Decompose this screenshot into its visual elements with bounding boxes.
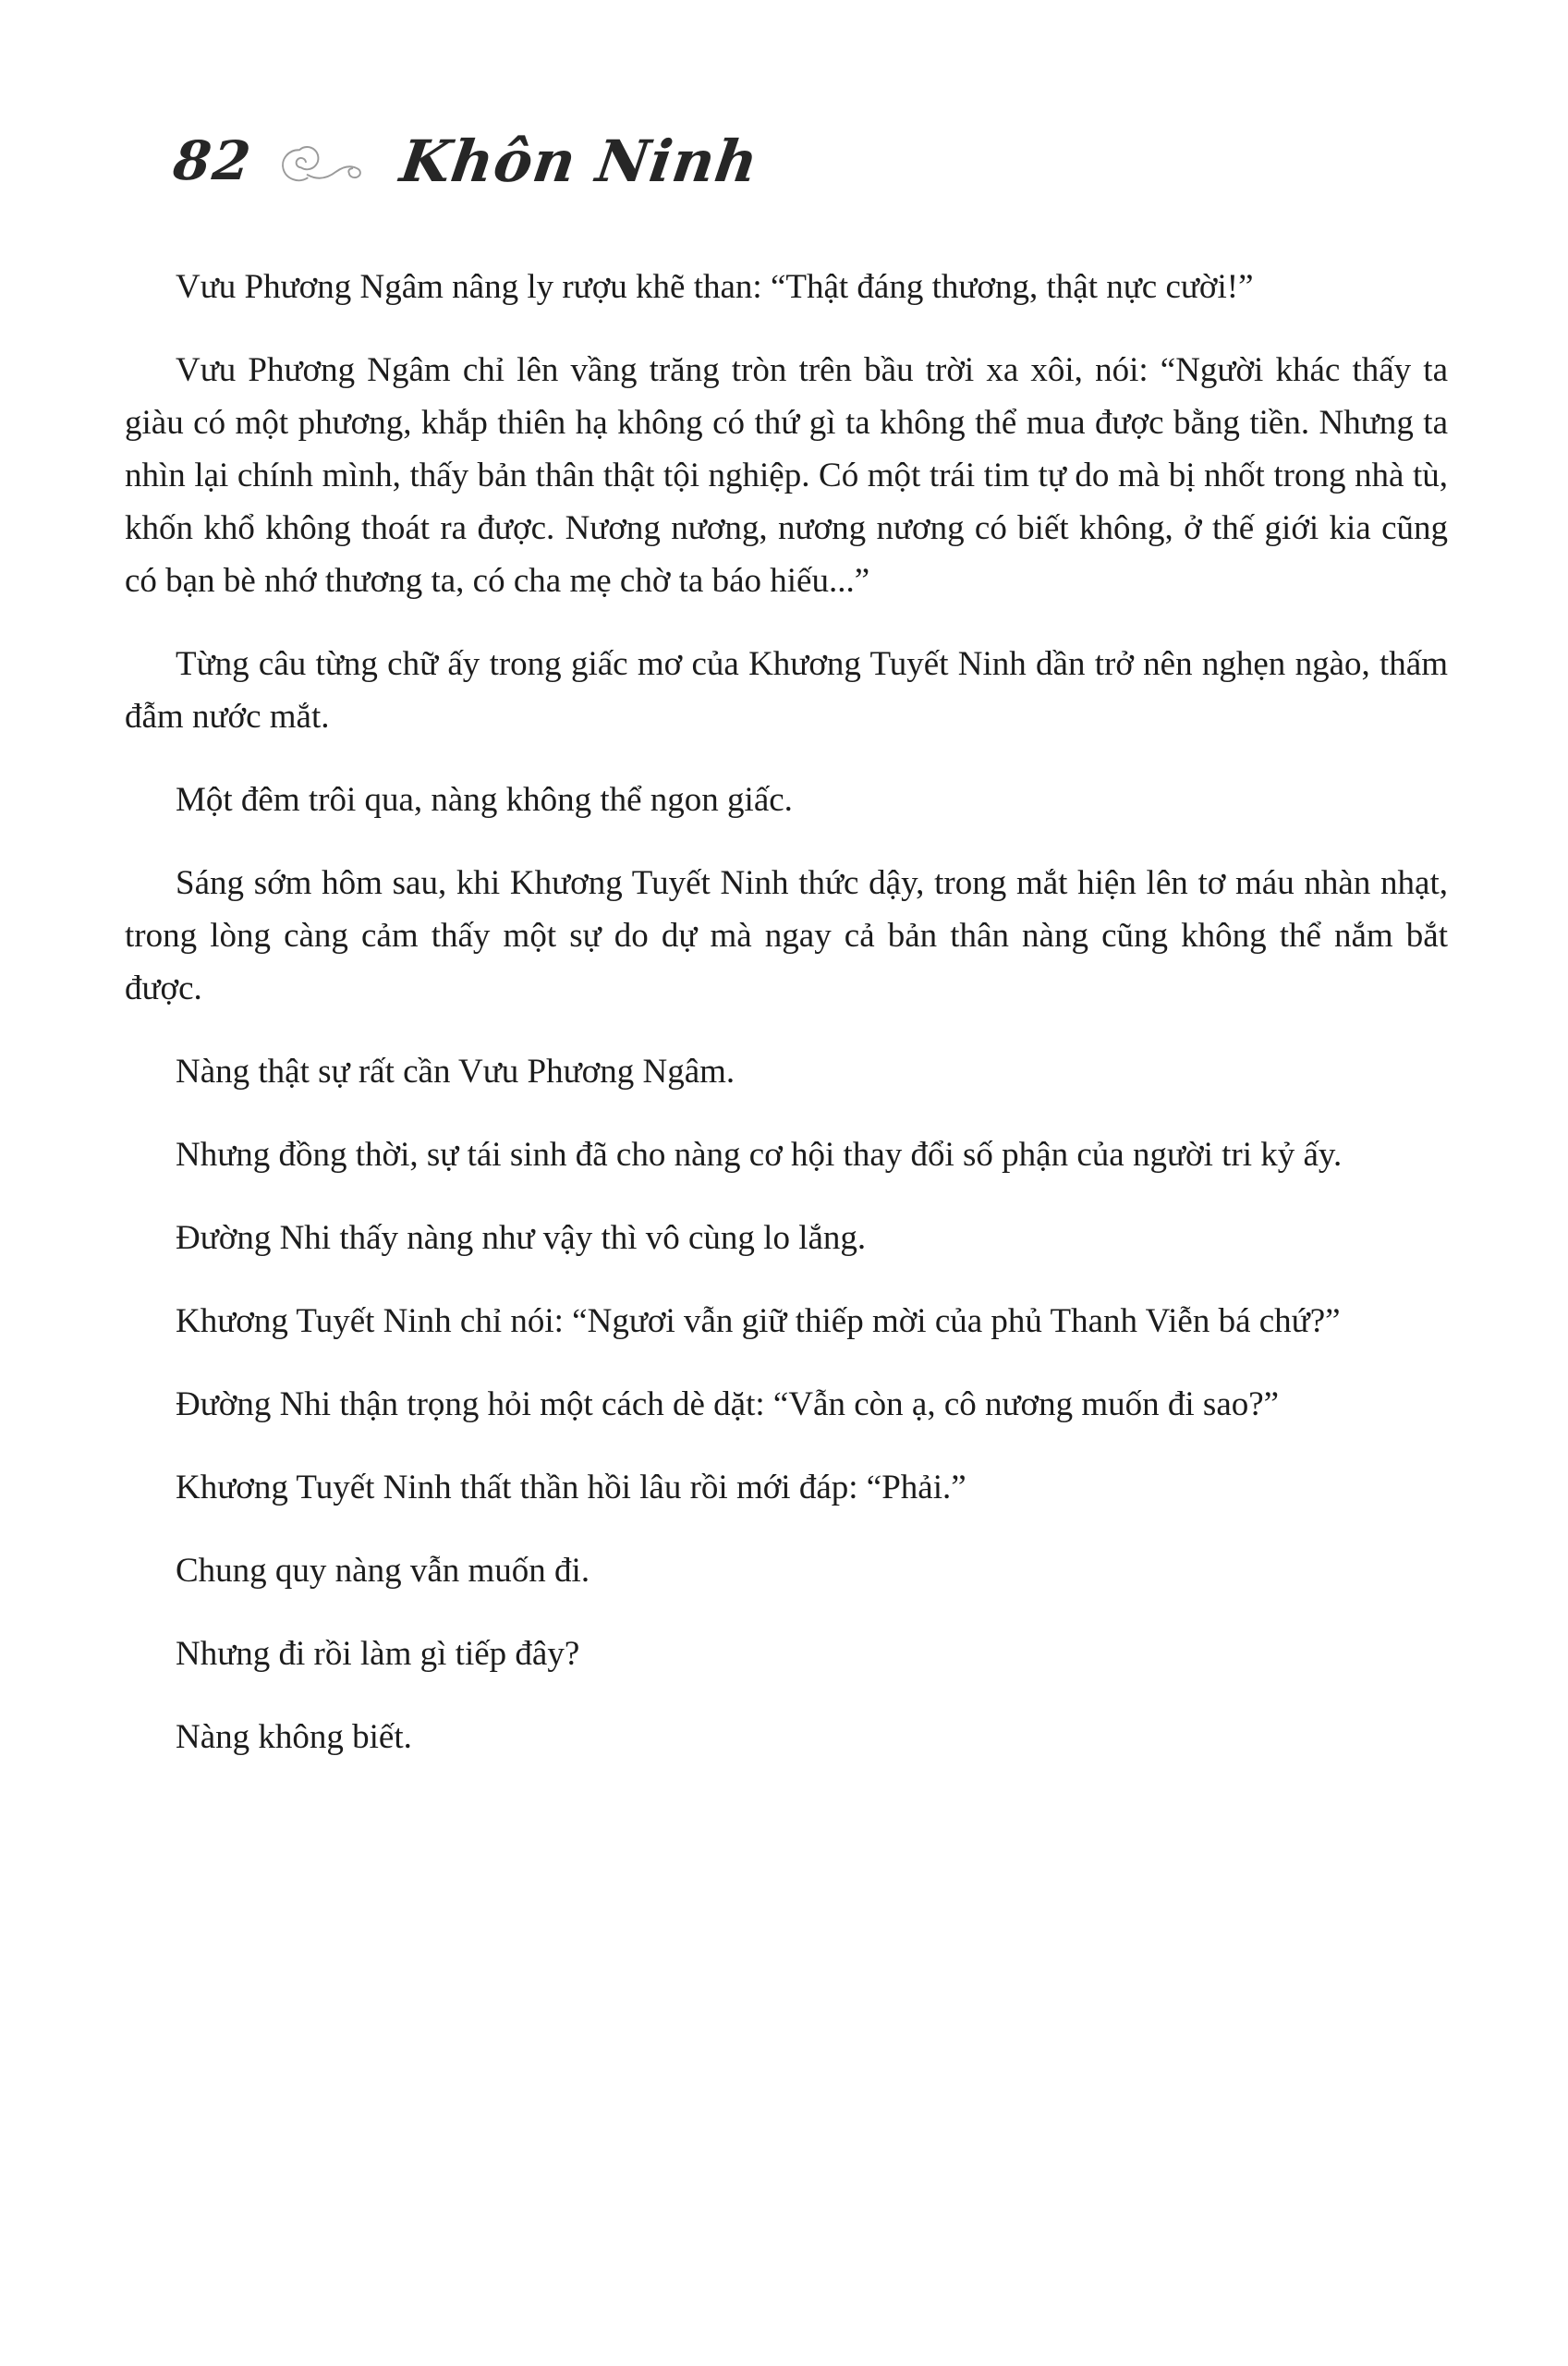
paragraph: Nàng không biết. bbox=[176, 1718, 412, 1756]
page-body bbox=[125, 261, 1448, 1763]
paragraph: Sáng sớm hôm sau, khi Khương Tuyết Ninh thức dậy, trong mắt hiện lên tơ máu nhàn nhạt, trong lòng càng cảm thấy một sự do dự mà ngay cả bản thân nàng cũng không thể nắm bắt được. bbox=[125, 864, 1448, 1007]
paragraph: Vưu Phương Ngâm chỉ lên vầng trăng tròn trên bầu trời xa xôi, nói: “Người khác thấy ta giàu có một phương, khắp thiên hạ không có thứ gì ta không thể mua được bằng tiền. Nhưng ta nhìn lại chính mình, thấy bản thân thật tội nghiệp. Có một trái tim tự do mà bị nhốt trong nhà tù, khốn khổ không thoát ra được. Nương nương, nương nương có biết không, ở thế giới kia cũng có bạn bè nhớ thương ta, có cha mẹ chờ ta báo hiếu...” bbox=[125, 351, 1448, 600]
paragraph: Vưu Phương Ngâm nâng ly rượu khẽ than: “Thật đáng thương, thật nực cười!” bbox=[176, 268, 1254, 306]
paragraph: Khương Tuyết Ninh thất thần hồi lâu rồi mới đáp: “Phải.” bbox=[176, 1469, 966, 1506]
paragraph: Nhưng đi rồi làm gì tiếp đây? bbox=[176, 1635, 580, 1673]
paragraph: Nhưng đồng thời, sự tái sinh đã cho nàng cơ hội thay đổi số phận của người tri kỷ ấy. bbox=[176, 1136, 1343, 1174]
paragraph: Từng câu từng chữ ấy trong giấc mơ của Khương Tuyết Ninh dần trở nên nghẹn ngào, thấm đẫm nước mắt. bbox=[125, 645, 1448, 736]
page-header bbox=[170, 118, 1448, 203]
book-title: Khôn Ninh bbox=[395, 127, 763, 195]
paragraph: Đường Nhi thận trọng hỏi một cách dè dặt: “Vẫn còn ạ, cô nương muốn đi sao?” bbox=[176, 1385, 1280, 1423]
paragraph: Đường Nhi thấy nàng như vậy thì vô cùng lo lắng. bbox=[176, 1219, 867, 1257]
paragraph: Chung quy nàng vẫn muốn đi. bbox=[176, 1552, 590, 1590]
swirl-flourish-icon bbox=[278, 140, 375, 192]
page-number: 82 bbox=[170, 129, 256, 192]
paragraph: Khương Tuyết Ninh chỉ nói: “Ngươi vẫn giữ thiếp mời của phủ Thanh Viễn bá chứ?” bbox=[176, 1302, 1341, 1340]
paragraph: Nàng thật sự rất cần Vưu Phương Ngâm. bbox=[176, 1053, 735, 1091]
paragraph: Một đêm trôi qua, nàng không thể ngon giấc. bbox=[176, 781, 793, 819]
